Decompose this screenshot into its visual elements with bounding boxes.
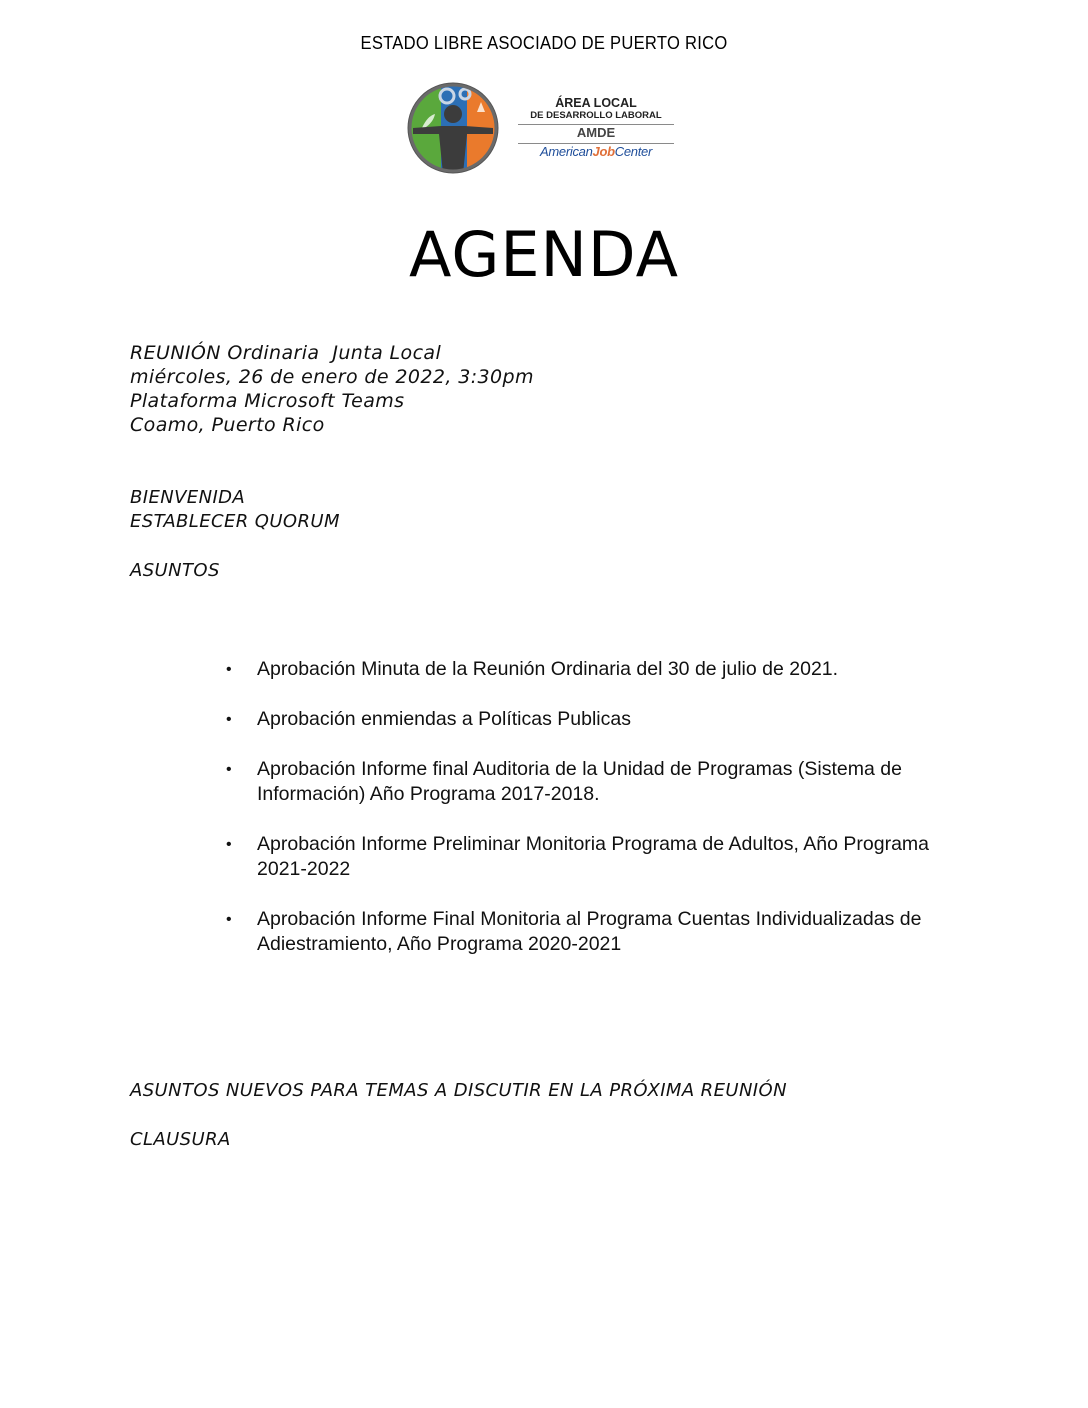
bullet-icon: •	[226, 911, 232, 928]
bullet-icon: •	[226, 711, 232, 728]
bullet-icon: •	[226, 661, 232, 678]
list-item: • Aprobación Minuta de la Reunión Ordinaria del 30 de julio de 2021.	[226, 658, 839, 680]
amde-logo-icon	[407, 82, 499, 174]
welcome-heading: BIENVENIDA	[130, 487, 246, 508]
meeting-date: miércoles, 26 de enero de 2022, 3:30pm	[130, 366, 534, 388]
page-title: AGENDA	[409, 218, 679, 291]
logo-amde: AMDE	[576, 125, 616, 140]
new-matters-heading: ASUNTOS NUEVOS PARA TEMAS A DISCUTIR EN LA PRÓXIMA REUNIÓN	[130, 1080, 787, 1101]
list-item: • Aprobación Informe final Auditoria de la Unidad de Programas (Sistema de Información) Año Programa 2017-2018.	[226, 758, 902, 805]
quorum-heading: ESTABLECER QUORUM	[130, 511, 340, 532]
meeting-platform: Plataforma Microsoft Teams	[130, 390, 405, 412]
logo-desarrollo-laboral: DE DESARROLLO LABORAL	[530, 110, 662, 121]
logo-american-job-center: AmericanJobCenter	[540, 144, 652, 159]
meeting-location: Coamo, Puerto Rico	[130, 414, 325, 436]
list-item: • Aprobación Informe Preliminar Monitoria Programa de Adultos, Año Programa 2021-2022	[226, 833, 929, 880]
bullet-icon: •	[226, 761, 232, 778]
government-header: ESTADO LIBRE ASOCIADO DE PUERTO RICO	[360, 33, 728, 53]
closure-heading: CLAUSURA	[130, 1129, 231, 1150]
logo-wordmark	[512, 96, 680, 159]
logo-area-local: ÁREA LOCAL	[555, 96, 637, 110]
meeting-details	[130, 341, 534, 437]
list-item: • Aprobación enmiendas a Políticas Publicas	[226, 708, 631, 730]
list-item: • Aprobación Informe Final Monitoria al Programa Cuentas Individualizadas de Adiestramiento, Año Programa 2020-2021	[226, 908, 922, 955]
matters-heading: ASUNTOS	[130, 560, 220, 581]
meeting-type: REUNIÓN Ordinaria Junta Local	[130, 342, 442, 364]
agenda-items-list	[226, 657, 966, 982]
bullet-icon: •	[226, 836, 232, 853]
